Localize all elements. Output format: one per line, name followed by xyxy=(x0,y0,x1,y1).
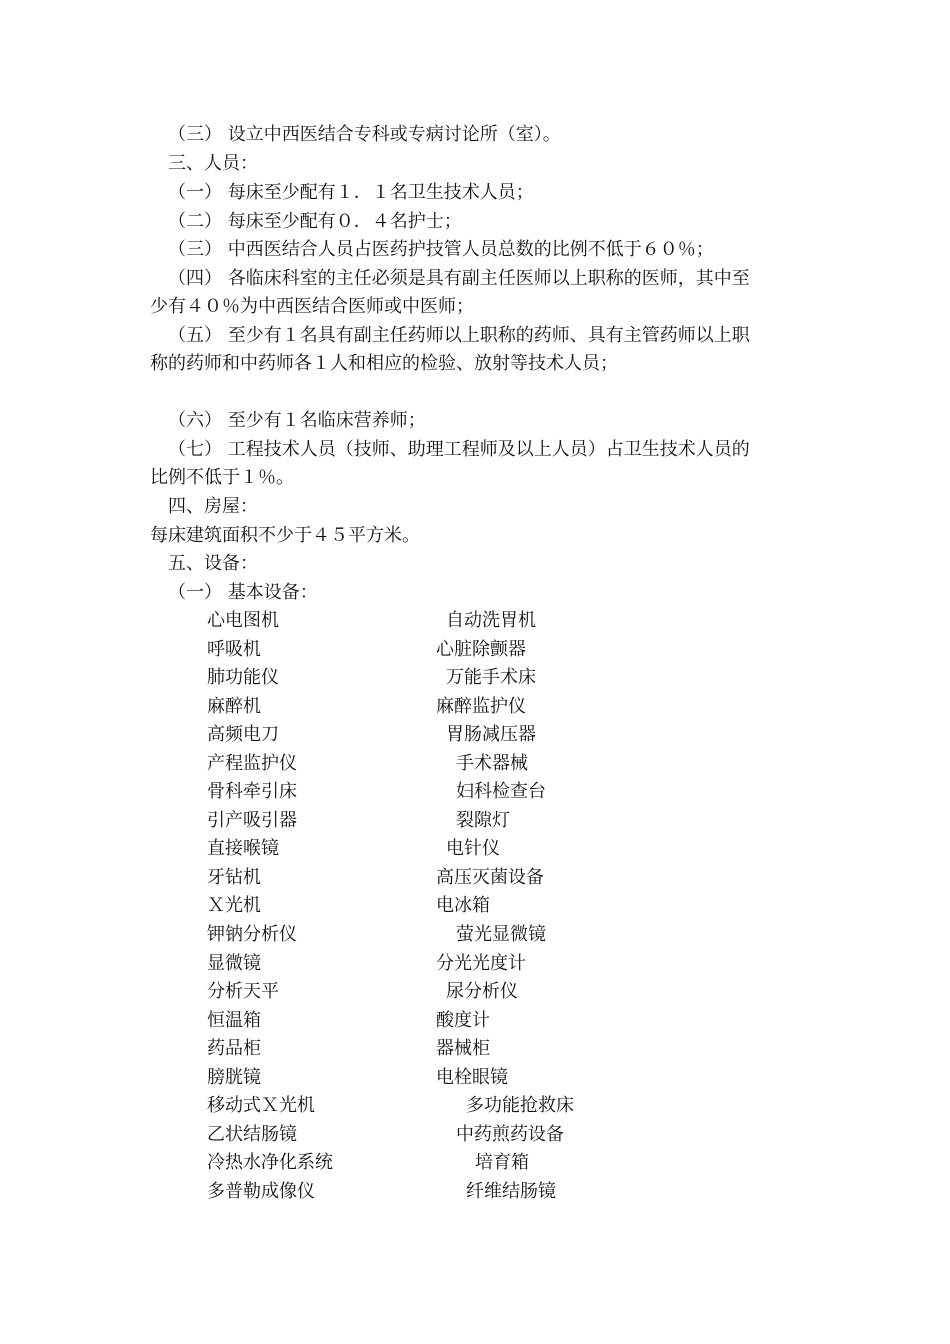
equipment-right: 酸度计 xyxy=(436,1010,490,1031)
item-establish-specialty: （三） 设立中西医结合专科或专病讨论所（室）。 xyxy=(168,124,561,145)
equipment-right: 纤维结肠镜 xyxy=(466,1181,556,1202)
equipment-left: 药品柜 xyxy=(207,1038,261,1059)
equipment-right: 分光光度计 xyxy=(436,953,526,974)
equipment-left: 移动式Ｘ光机 xyxy=(207,1095,315,1116)
equipment-left: 分析天平 xyxy=(207,981,279,1002)
item-basic-equipment: （一） 基本设备： xyxy=(168,582,318,603)
equipment-right: 萤光显微镜 xyxy=(456,924,546,945)
equipment-right: 电冰箱 xyxy=(436,895,490,916)
equipment-right: 自动洗胃机 xyxy=(446,610,536,631)
equipment-right: 裂隙灯 xyxy=(456,810,510,831)
equipment-right: 器械柜 xyxy=(436,1038,490,1059)
equipment-right: 尿分析仪 xyxy=(446,981,518,1002)
item-personnel-4-cont: 少有４０％为中西医结合医师或中医师； xyxy=(150,296,474,317)
equipment-left: 多普勒成像仪 xyxy=(207,1181,315,1202)
equipment-left: 显微镜 xyxy=(207,953,261,974)
equipment-left: 骨科牵引床 xyxy=(207,781,297,802)
equipment-right: 手术器械 xyxy=(456,753,528,774)
equipment-right: 胃肠减压器 xyxy=(446,724,536,745)
item-personnel-4: （四） 各临床科室的主任必须是具有副主任医师以上职称的医师，其中至 xyxy=(168,268,750,289)
equipment-left: 产程监护仪 xyxy=(207,753,297,774)
equipment-right: 万能手术床 xyxy=(446,667,536,688)
item-personnel-7-cont: 比例不低于１％。 xyxy=(150,467,294,488)
item-personnel-2: （二） 每床至少配有０．４名护士； xyxy=(168,211,462,232)
equipment-right: 高压灭菌设备 xyxy=(436,867,544,888)
equipment-left: Ｘ光机 xyxy=(207,895,261,916)
equipment-left: 钾钠分析仪 xyxy=(207,924,297,945)
equipment-right: 麻醉监护仪 xyxy=(436,696,526,717)
equipment-left: 肺功能仪 xyxy=(207,667,279,688)
equipment-left: 心电图机 xyxy=(207,610,279,631)
equipment-left: 乙状结肠镜 xyxy=(207,1124,297,1145)
housing-paragraph: 每床建筑面积不少于４５平方米。 xyxy=(150,525,420,546)
equipment-right: 妇科检查台 xyxy=(456,781,546,802)
equipment-right: 培育箱 xyxy=(475,1152,529,1173)
equipment-left: 高频电刀 xyxy=(207,724,279,745)
equipment-right: 电栓眼镜 xyxy=(436,1067,508,1088)
equipment-left: 恒温箱 xyxy=(207,1010,261,1031)
item-personnel-5: （五） 至少有１名具有副主任药师以上职称的药师、具有主管药师以上职 xyxy=(168,325,750,346)
equipment-right: 电针仪 xyxy=(446,838,500,859)
equipment-left: 呼吸机 xyxy=(207,639,261,660)
item-personnel-6: （六） 至少有１名临床营养师； xyxy=(168,410,426,431)
equipment-left: 直接喉镜 xyxy=(207,838,279,859)
equipment-right: 心脏除颤器 xyxy=(436,639,526,660)
item-personnel-7: （七） 工程技术人员（技师、助理工程师及以上人员）占卫生技术人员的 xyxy=(168,439,750,460)
equipment-right: 中药煎药设备 xyxy=(456,1124,564,1145)
item-personnel-3: （三） 中西医结合人员占医药护技管人员总数的比例不低于６０％； xyxy=(168,239,714,260)
section-heading-housing: 四、房屋： xyxy=(168,496,258,517)
section-heading-equipment: 五、设备： xyxy=(168,553,258,574)
item-personnel-1: （一） 每床至少配有１．１名卫生技术人员； xyxy=(168,182,534,203)
section-heading-personnel: 三、人员： xyxy=(168,153,258,174)
equipment-right: 多功能抢救床 xyxy=(466,1095,574,1116)
equipment-left: 冷热水净化系统 xyxy=(207,1152,333,1173)
equipment-left: 麻醉机 xyxy=(207,696,261,717)
item-personnel-5-cont: 称的药师和中药师各１人和相应的检验、放射等技术人员； xyxy=(150,353,618,374)
equipment-left: 牙钻机 xyxy=(207,867,261,888)
equipment-left: 引产吸引器 xyxy=(207,810,297,831)
equipment-left: 膀胱镜 xyxy=(207,1067,261,1088)
